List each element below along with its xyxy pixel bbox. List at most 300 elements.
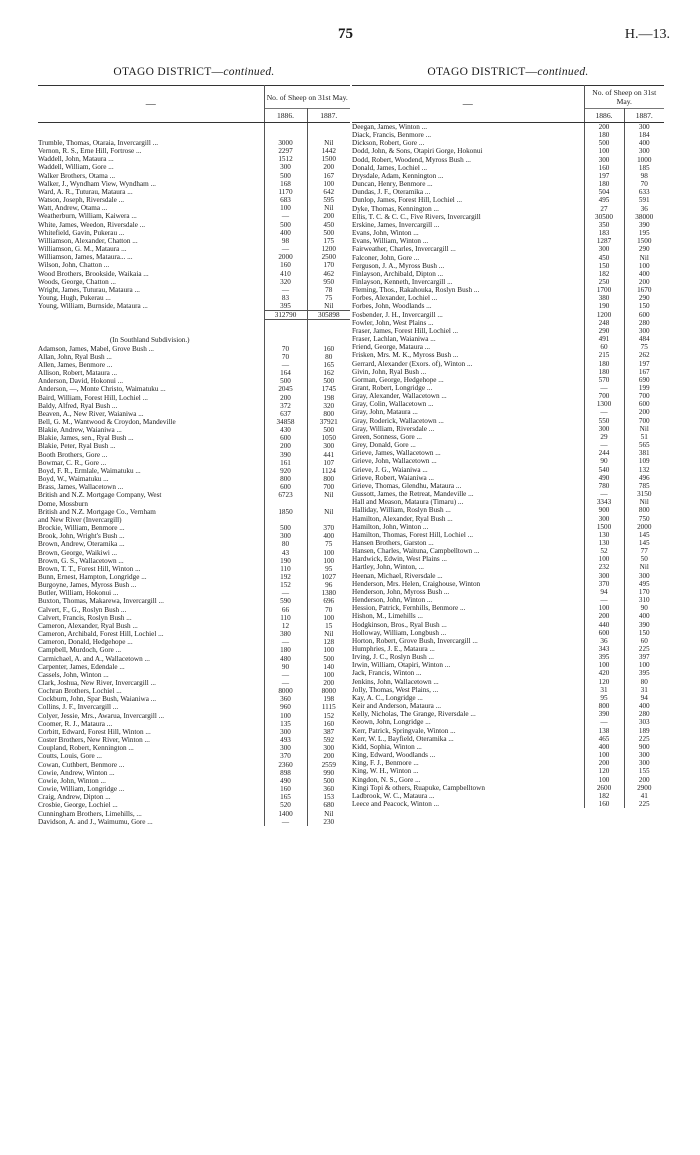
table-row (38, 655, 350, 663)
owner-name-cell: Young, William, Burnside, Mataura ... (38, 302, 148, 311)
owner-name-cell: King, F. J., Benmore ... (352, 759, 419, 768)
sheep-1887-cell: 95 (307, 565, 350, 573)
owner-name-cell: Coomer, R. J., Mataura ... (38, 719, 113, 728)
owner-name-cell: Allen, James, Benmore ... (38, 360, 113, 369)
sheep-1886-cell: — (264, 245, 307, 253)
owner-name-cell: Anderson, David, Hokonui ... (38, 377, 124, 386)
owner-name-cell: Buxton, Thomas, Makarewa, Invercargill ... (38, 597, 164, 606)
sheep-1887-cell: 592 (307, 736, 350, 744)
sheep-1886-cell: 95 (584, 694, 624, 702)
owner-name-cell: Cowie, William, Longridge ... (38, 785, 125, 794)
sheep-1886-cell: 94 (584, 588, 624, 596)
sheep-1887-cell: 100 (307, 557, 350, 565)
sheep-1886-cell: 2297 (264, 147, 307, 155)
table-row (352, 164, 664, 172)
owner-name-cell: Colyer, Jessie, Mrs., Awarua, Invercargill ... (38, 711, 165, 720)
sheep-1886-cell: 98 (264, 237, 307, 245)
owner-name-cell: Fleming, Thos., Rakahouka, Roslyn Bush ... (352, 286, 480, 295)
sheep-1886-cell: 120 (584, 767, 624, 775)
sheep-1887-cell: Nil (624, 254, 664, 262)
owner-name-cell: Coupland, Robert, Kennington ... (38, 744, 134, 753)
table-row (352, 710, 664, 718)
owner-name-cell: Gray, Roderick, Wallacetown ... (352, 416, 444, 425)
sheep-1886-cell: 200 (584, 123, 624, 132)
sheep-1886-cell: 200 (584, 759, 624, 767)
owner-name-cell: Dickson, Robert, Gore ... (352, 139, 425, 148)
owner-name-cell: Gray, John, Mataura ... (352, 408, 418, 417)
sheep-1886-cell: 182 (584, 270, 624, 278)
owner-name-cell: Young, Hugh, Pukerau ... (38, 293, 111, 302)
owner-name-cell: Watson, Joseph, Riversdale ... (38, 196, 125, 205)
sheep-1887-cell: 395 (624, 669, 664, 677)
table-row (352, 449, 664, 457)
owner-name-cell: Jenkins, John, Wallacetown ... (352, 677, 439, 686)
sheep-1887-cell: 31 (624, 686, 664, 694)
sheep-1886-cell: 90 (264, 663, 307, 671)
table-row (38, 687, 350, 695)
table-row (352, 376, 664, 384)
table-row (38, 369, 350, 377)
table-row (38, 818, 350, 826)
owner-name-cell: Frisken, Mrs. M. K., Myross Bush ... (352, 351, 459, 360)
owner-name-cell: Beaven, A., New River, Waianiwa ... (38, 409, 144, 418)
sheep-1887-cell: 400 (624, 702, 664, 710)
owner-name-cell: Hansen Brothers, Garston ... (352, 538, 434, 547)
owner-name-cell: Grant, Robert, Longridge ... (352, 384, 433, 392)
owner-name-cell: Trumble, Thomas, Otaraia, Invercargill ... (38, 139, 159, 147)
sheep-1886-cell: 190 (584, 302, 624, 310)
table-row (38, 475, 350, 483)
owner-name-cell: Jack, Francis, Winton ... (352, 669, 422, 678)
owner-name-cell: Jolly, Thomas, West Plains, ... (352, 685, 439, 694)
owner-name-cell: Hartley, John, Winton, ... (352, 563, 424, 572)
table-row (352, 466, 664, 474)
sheep-1887-cell: 400 (624, 139, 664, 147)
sheep-1887-cell: 1050 (307, 434, 350, 442)
table-row (352, 123, 664, 132)
table-row (352, 319, 664, 327)
sheep-1887-cell: 300 (307, 744, 350, 752)
table-row (352, 702, 664, 710)
owner-name-cell: Hamilton, Alexander, Ryal Bush ... (352, 514, 453, 523)
owner-name-cell: Fosbender, J. H., Invercargill ... (352, 310, 443, 319)
sheep-1887-cell: 189 (624, 727, 664, 735)
left-table-body (38, 123, 350, 826)
table-row (352, 351, 664, 359)
sheep-1887-cell: Nil (307, 508, 350, 516)
sheep-1886-cell: 43 (264, 549, 307, 557)
sheep-1887-cell: 500 (307, 777, 350, 785)
owner-name-cell: Duncan, Henry, Benmore ... (352, 180, 433, 189)
sheep-1886-cell: 160 (264, 785, 307, 793)
sheep-1886-cell: — (264, 286, 307, 294)
name-column-header: — (352, 86, 584, 123)
sheep-1887-cell: 199 (624, 384, 664, 392)
sheep-1886-cell: 290 (584, 327, 624, 335)
table-row (38, 467, 350, 475)
sheep-1886-cell: 683 (264, 196, 307, 204)
owner-name-cell: Brown, T. T., Forest Hill, Winton ... (38, 564, 141, 573)
sheep-1886-cell: 36 (584, 637, 624, 645)
sheep-1887-cell: 700 (624, 392, 664, 400)
subdivision-heading: (In Southland Subdivision.) (109, 336, 190, 345)
sheep-1887-cell: Nil (307, 139, 350, 147)
sheep-1887-cell: 800 (624, 506, 664, 514)
sheep-1886-cell: 182 (584, 792, 624, 800)
sheep-1886-cell: — (264, 638, 307, 646)
sheep-1887-cell: 225 (624, 645, 664, 653)
table-row (352, 343, 664, 351)
sheep-1886-cell: 165 (264, 793, 307, 801)
table-row (352, 286, 664, 294)
sheep-1887-cell (307, 516, 350, 524)
owner-name-cell: Waddell, William, Gore ... (38, 163, 114, 172)
sheep-1886-cell: 600 (264, 483, 307, 491)
owner-name-cell: British and N.Z. Mortgage Company, West (38, 491, 162, 500)
sheep-1887-cell: 100 (307, 549, 350, 557)
sheep-1886-cell: 31 (584, 686, 624, 694)
sheep-1887-cell: 2000 (624, 523, 664, 531)
table-row (38, 524, 350, 532)
sheep-1887-cell: 390 (624, 221, 664, 229)
table-row (38, 516, 350, 524)
sheep-1887-cell: 100 (624, 661, 664, 669)
sheep-1887-cell: 175 (307, 237, 350, 245)
sheep-1886-cell: 440 (584, 621, 624, 629)
owner-name-cell: Drysdale, Adam, Kennington ... (352, 171, 444, 180)
sheep-1887-cell: 170 (624, 588, 664, 596)
sheep-1886-cell: — (264, 818, 307, 826)
sheep-1886-cell: 500 (264, 172, 307, 180)
table-row (352, 784, 664, 792)
table-row (352, 588, 664, 596)
total-1887: 305898 (307, 311, 350, 320)
owner-name-cell: Henderson, John, Winton ... (352, 596, 433, 605)
owner-name-cell: King, W. H., Winton ... (352, 767, 419, 776)
sheep-1886-cell: 800 (584, 702, 624, 710)
owner-name-cell: Gussott, James, the Retreat, Mandeville ... (352, 490, 474, 499)
sheep-1886-cell: 395 (584, 653, 624, 661)
sheep-1887-cell: 300 (307, 442, 350, 450)
table-row (352, 335, 664, 343)
name-column-header: — (38, 86, 264, 123)
sheep-1886-cell: 161 (264, 459, 307, 467)
table-row (352, 457, 664, 465)
table-row (352, 531, 664, 539)
sheep-1887-cell: 1442 (307, 147, 350, 155)
table-row (352, 800, 664, 808)
owner-name-cell: Hall and Meason, Mataura (Timaru) ... (352, 498, 464, 507)
spacer-row (38, 328, 350, 336)
sheep-1887-cell: Nil (307, 491, 350, 499)
sheep-1886-cell: — (264, 671, 307, 679)
table-row (352, 482, 664, 490)
sheep-1887-cell: Nil (307, 630, 350, 638)
sheep-1886-cell: 3343 (584, 498, 624, 506)
sheep-1887-cell: 80 (307, 353, 350, 361)
table-row (352, 221, 664, 229)
table-row (38, 581, 350, 589)
sheep-1887-cell: 595 (307, 196, 350, 204)
table-row (352, 767, 664, 775)
owner-name-cell: Carpenter, James, Edendale ... (38, 662, 125, 671)
table-row (38, 769, 350, 777)
sheep-1886-cell: 138 (584, 727, 624, 735)
table-row (352, 417, 664, 425)
table-row (352, 188, 664, 196)
sheep-1887-cell: 165 (307, 361, 350, 369)
owner-name-cell: Crosbie, George, Lochiel ... (38, 801, 118, 810)
sheep-1886-cell: 491 (584, 335, 624, 343)
table-row (38, 172, 350, 180)
sheep-1886-cell: 350 (584, 221, 624, 229)
sheep-1887-cell: 390 (624, 621, 664, 629)
table-row (352, 392, 664, 400)
sheep-1886-cell (264, 516, 307, 524)
sheep-1887-cell: 370 (307, 524, 350, 532)
left-column (38, 66, 350, 826)
sheep-1886-cell: 500 (264, 524, 307, 532)
owner-name-cell: Dundas, J. F., Oteramika ... (352, 188, 431, 197)
owner-name-cell: Davidson, A. and J., Waimumu, Gore ... (38, 817, 153, 826)
sheep-1887-cell: 152 (307, 712, 350, 720)
table-row (38, 703, 350, 711)
sheep-1887-cell: Nil (624, 498, 664, 506)
owner-name-cell: Blakie, Peter, Ryal Bush ... (38, 442, 116, 451)
table-row (352, 621, 664, 629)
sheep-1886-cell: — (264, 212, 307, 220)
table-row (38, 679, 350, 687)
owner-name-cell: Hession, Patrick, Fernhills, Benmore ... (352, 604, 466, 613)
owner-name-cell: Green, Sonness, Gore ... (352, 432, 422, 441)
owner-name-cell: Donald, James, Lochiel ... (352, 163, 428, 172)
sheep-1886-cell: 898 (264, 769, 307, 777)
owner-name-cell: Cassels, John, Winton ... (38, 670, 109, 679)
sheep-1886-cell: 343 (584, 645, 624, 653)
sheep-1886-cell: 370 (584, 580, 624, 588)
table-row (38, 180, 350, 188)
sheep-1887-cell: 262 (624, 351, 664, 359)
sheep-1887-cell: 96 (307, 581, 350, 589)
table-row (352, 474, 664, 482)
sheep-1886-cell: 2045 (264, 385, 307, 393)
table-row (38, 638, 350, 646)
sheep-1887-cell: 70 (307, 606, 350, 614)
owner-name-cell: Cowie, Andrew, Winton ... (38, 768, 115, 777)
sheep-1886-cell: 232 (584, 563, 624, 571)
sheep-1886-cell: 1512 (264, 155, 307, 163)
sheep-1886-cell: 300 (264, 744, 307, 752)
table-row (38, 777, 350, 785)
sheep-1887-cell: 100 (307, 180, 350, 188)
table-row (352, 498, 664, 506)
table-row (352, 694, 664, 702)
sheep-1887-cell: 500 (307, 377, 350, 385)
sheep-1887-cell (307, 500, 350, 508)
year-1886-header: 1886. (584, 109, 624, 123)
sheep-1886-cell: 410 (264, 270, 307, 278)
sheep-1887-cell: 600 (624, 400, 664, 408)
sheep-1887-cell: 50 (624, 555, 664, 563)
sheep-1886-cell: 160 (584, 800, 624, 808)
left-sheep-table (38, 85, 350, 826)
sheep-1887-cell: 633 (624, 188, 664, 196)
owner-name-cell: Brown, G. S., Wallacetown ... (38, 556, 124, 565)
sheep-1886-cell: 490 (584, 474, 624, 482)
sheep-1886-cell: 100 (584, 751, 624, 759)
owner-name-cell: Booth Brothers, Gore ... (38, 450, 108, 459)
table-row (38, 442, 350, 450)
sheep-1886-cell: 390 (264, 451, 307, 459)
sheep-1886-cell: 90 (584, 457, 624, 465)
sheep-1886-cell: 1170 (264, 188, 307, 196)
sheep-1887-cell: 500 (307, 229, 350, 237)
owner-name-cell: Hamilton, Thomas, Forest Hill, Lochiel ... (352, 530, 474, 539)
table-row (352, 555, 664, 563)
sheep-1887-cell: 441 (307, 451, 350, 459)
sheep-1887-cell: 303 (624, 718, 664, 726)
sheep-1887-cell: 495 (624, 580, 664, 588)
owner-name-cell: Allan, John, Ryal Bush ... (38, 352, 112, 361)
sheep-1887-cell: 140 (307, 663, 350, 671)
table-row (38, 532, 350, 540)
sheep-1887-cell: 290 (624, 294, 664, 302)
sheep-1887-cell: 200 (307, 752, 350, 760)
sheep-1887-cell: 225 (624, 735, 664, 743)
owner-name-cell: Hardwick, Edwin, West Plains ... (352, 555, 447, 564)
table-row (38, 508, 350, 516)
sheep-1886-cell: 1300 (584, 400, 624, 408)
table-row (352, 360, 664, 368)
sheep-1886-cell: 390 (584, 710, 624, 718)
owner-name-cell: Kingdon, N. S., Gore ... (352, 775, 421, 784)
sheep-1886-cell: 244 (584, 449, 624, 457)
sheep-1886-cell: 180 (264, 646, 307, 654)
table-row (38, 385, 350, 393)
owner-name-cell: Gray, Colin, Wallacetown ... (352, 400, 434, 409)
owner-name-cell: Whitefield, Gavin, Pukerau ... (38, 228, 125, 237)
sheep-count-header: No. of Sheep on 31st May. (584, 86, 664, 109)
sheep-1886-cell: 100 (584, 776, 624, 784)
table-row (38, 728, 350, 736)
sheep-1886-cell: 100 (584, 555, 624, 563)
table-row (352, 596, 664, 604)
sheep-1887-cell: 200 (307, 679, 350, 687)
owner-name-cell: Campbell, Murdoch, Gore ... (38, 646, 122, 655)
owner-name-cell: Fowler, John, West Plains ... (352, 318, 434, 327)
table-row (352, 425, 664, 433)
sheep-1887-cell: 360 (307, 785, 350, 793)
owner-name-cell: Bell, G. M., Wantwood & Croydon, Mandeville (38, 418, 176, 426)
owner-name-cell: Calvert, Francis, Roslyn Bush ... (38, 613, 132, 622)
table-row (38, 810, 350, 818)
owner-name-cell: Finlayson, Kenneth, Invercargill ... (352, 277, 453, 286)
sheep-1886-cell: 1850 (264, 508, 307, 516)
sheep-1887-cell: 1500 (307, 155, 350, 163)
owner-name-cell: Collins, J. F., Invercargill ... (38, 703, 119, 712)
table-row (38, 589, 350, 597)
sheep-1887-cell: 225 (624, 800, 664, 808)
owner-name-cell: Gerrard, Alexander (Exors. of), Winton ... (352, 359, 473, 368)
sheep-1887-cell: 310 (624, 596, 664, 604)
owner-name-cell: Dodd, Robert, Woodend, Myross Bush ... (352, 155, 471, 164)
sheep-1886-cell: — (584, 490, 624, 498)
sheep-1886-cell: 150 (584, 262, 624, 270)
sheep-1886-cell: 152 (264, 581, 307, 589)
sheep-1887-cell: 155 (624, 767, 664, 775)
owner-name-cell: Cowie, John, Winton ... (38, 776, 106, 785)
sheep-1887-cell: 990 (307, 769, 350, 777)
table-row (352, 572, 664, 580)
table-row (352, 490, 664, 498)
table-row (352, 523, 664, 531)
table-row (352, 196, 664, 204)
owner-name-cell: Boyd, F. R., Ermlale, Waimatuku ... (38, 466, 141, 475)
sheep-1886-cell: 27 (584, 205, 624, 213)
sheep-1886-cell: 2360 (264, 761, 307, 769)
sheep-1887-cell: 300 (624, 147, 664, 155)
sheep-1886-cell: 180 (584, 360, 624, 368)
sheep-1887-cell: 690 (624, 376, 664, 384)
owner-name-cell: Gray, William, Riversdale ... (352, 424, 435, 433)
sheep-1886-cell: — (584, 441, 624, 449)
table-row (38, 237, 350, 245)
table-row (38, 540, 350, 548)
owner-name-cell: Vernon, R. S., Erne Hill, Fortrose ... (38, 147, 142, 156)
table-row (38, 270, 350, 278)
owner-name-cell: Dunlop, James, Forest Hill, Lochiel ... (352, 196, 462, 205)
owner-name-cell: Cameron, Donald, Hedgehope ... (38, 638, 133, 647)
table-row (38, 801, 350, 809)
table-row (38, 622, 350, 630)
table-row (38, 212, 350, 220)
sheep-1887-cell: 600 (624, 311, 664, 319)
table-row (38, 614, 350, 622)
table-row (352, 294, 664, 302)
sheep-1886-cell: 480 (264, 655, 307, 663)
sheep-1886-cell: 1700 (584, 286, 624, 294)
owner-name-cell: Humphries, J. E., Mataura ... (352, 645, 435, 653)
table-row (352, 408, 664, 416)
table-row (38, 793, 350, 801)
year-1887-header: 1887. (624, 109, 664, 123)
sheep-count-header: No. of Sheep on 31st May. (264, 86, 350, 109)
sheep-1887-cell: 565 (624, 441, 664, 449)
page-reference: H.—13. (624, 27, 670, 42)
sheep-1887-cell: 150 (624, 302, 664, 310)
sheep-1887-cell: 397 (624, 653, 664, 661)
sheep-1886-cell: 110 (264, 565, 307, 573)
sheep-1886-cell: 780 (584, 482, 624, 490)
owner-name-cell: Boyd, W., Waimatuku ... (38, 475, 109, 484)
sheep-1886-cell: 1200 (584, 311, 624, 319)
owner-name-cell: Brockie, William, Benmore ... (38, 524, 125, 533)
owner-name-cell: Kerr, Patrick, Springvale, Winton ... (352, 726, 456, 735)
sheep-1886-cell: 180 (584, 368, 624, 376)
sheep-1887-cell: 80 (624, 678, 664, 686)
owner-name-cell: Hansen, Charles, Waituna, Campbelltown ... (352, 547, 480, 556)
sheep-1886-cell: 110 (264, 614, 307, 622)
sheep-1887-cell: 387 (307, 728, 350, 736)
sheep-1886-cell: 1400 (264, 810, 307, 818)
sheep-1886-cell: 300 (264, 728, 307, 736)
table-row (352, 368, 664, 376)
sheep-1887-cell: Nil (624, 563, 664, 571)
table-row (352, 678, 664, 686)
owner-name-cell: Hamilton, John, Winton ... (352, 522, 429, 531)
sheep-1887-cell: 128 (307, 638, 350, 646)
sheep-1886-cell: 70 (264, 353, 307, 361)
